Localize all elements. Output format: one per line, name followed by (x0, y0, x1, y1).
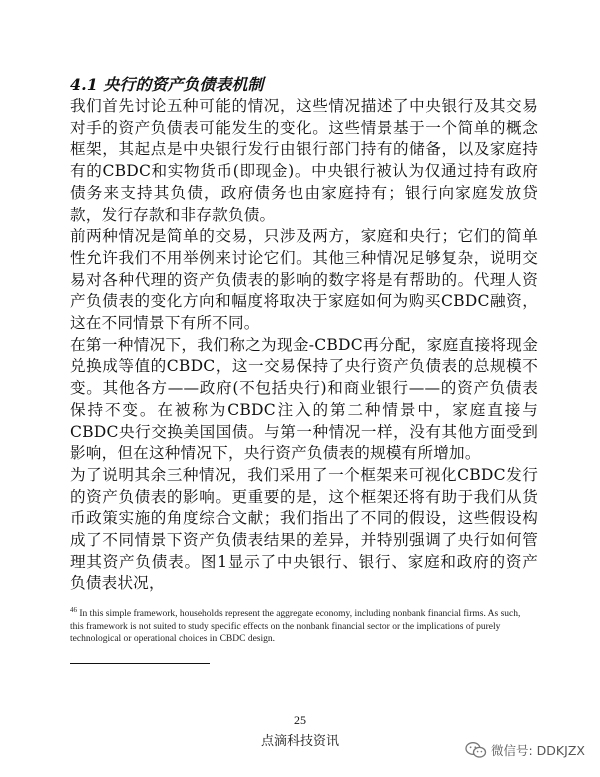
page-number: 25 (294, 713, 306, 727)
paragraph-1: 我们首先讨论五种可能的情况，这些情况描述了中央银行及其交易对手的资产负债表可能发生的变化。这些情景基于一个简单的概念框架，其起点是中央银行发行由银行部门持有的储备，以及家庭持有的CBDC和实物货币(即现金)。中央银行被认为仅通过持有政府债务来支持其负债，政府债务也由家庭持有；银行向家庭发放贷款，发行存款和非存款负债。 (70, 97, 538, 224)
footer-rule (70, 663, 210, 664)
footnote-text: In this simple framework, households represent the aggregate economy, including nonbank financial firms. As such, this framework is not suited to study specific effects on the nonbank financial sector or the implications of purely technological or operational choices in CBDC design. (70, 609, 521, 645)
section-heading: 4.1 央行的资产负债表机制 (70, 75, 264, 94)
footnote-number: 46 (70, 606, 77, 614)
wechat-watermark (465, 741, 585, 759)
source-label: 点滴科技资讯 (260, 734, 339, 749)
footnote (70, 604, 536, 646)
watermark-text: 微信号: DDKJZX (491, 743, 585, 758)
paragraph-2: 前两种情况是简单的交易，只涉及两方，家庭和央行；它们的简单性允许我们不用举例来讨论它们。其他三种情况足够复杂，说明交易对各种代理的资产负债表的影响的数字将是有帮助的。代理人资产负债表的变化方向和幅度将取决于家庭如何为购买CBDC融资，这在不同情景下有所不同。 (70, 227, 538, 333)
paragraph-4: 为了说明其余三种情况，我们采用了一个框架来可视化CBDC发行的资产负债表的影响。更重要的是，这个框架还将有助于我们从货币政策实施的角度综合文献；我们指出了不同的假设，这些假设构成了不同情景下资产负债表结果的差异，并特别强调了央行如何管理其资产负债表。图1显示了中央银行、银行、家庭和政府的资产负债表状况， (70, 465, 538, 593)
body-text (70, 96, 538, 595)
wechat-icon (465, 741, 487, 759)
paragraph-3: 在第一种情况下，我们称之为现金-CBDC再分配，家庭直接将现金兑换成等值的CBDC，这一交易保持了央行资产负债表的总规模不变。其他各方——政府(不包括央行)和商业银行——的资产负债表保持不变。在被称为CBDC注入的第二种情景中，家庭直接与CBDC央行交换美国国债。与第一种情况一样，没有其他方面受到影响，但在这种情况下，央行资产负债表的规模有所增加。 (70, 335, 538, 463)
